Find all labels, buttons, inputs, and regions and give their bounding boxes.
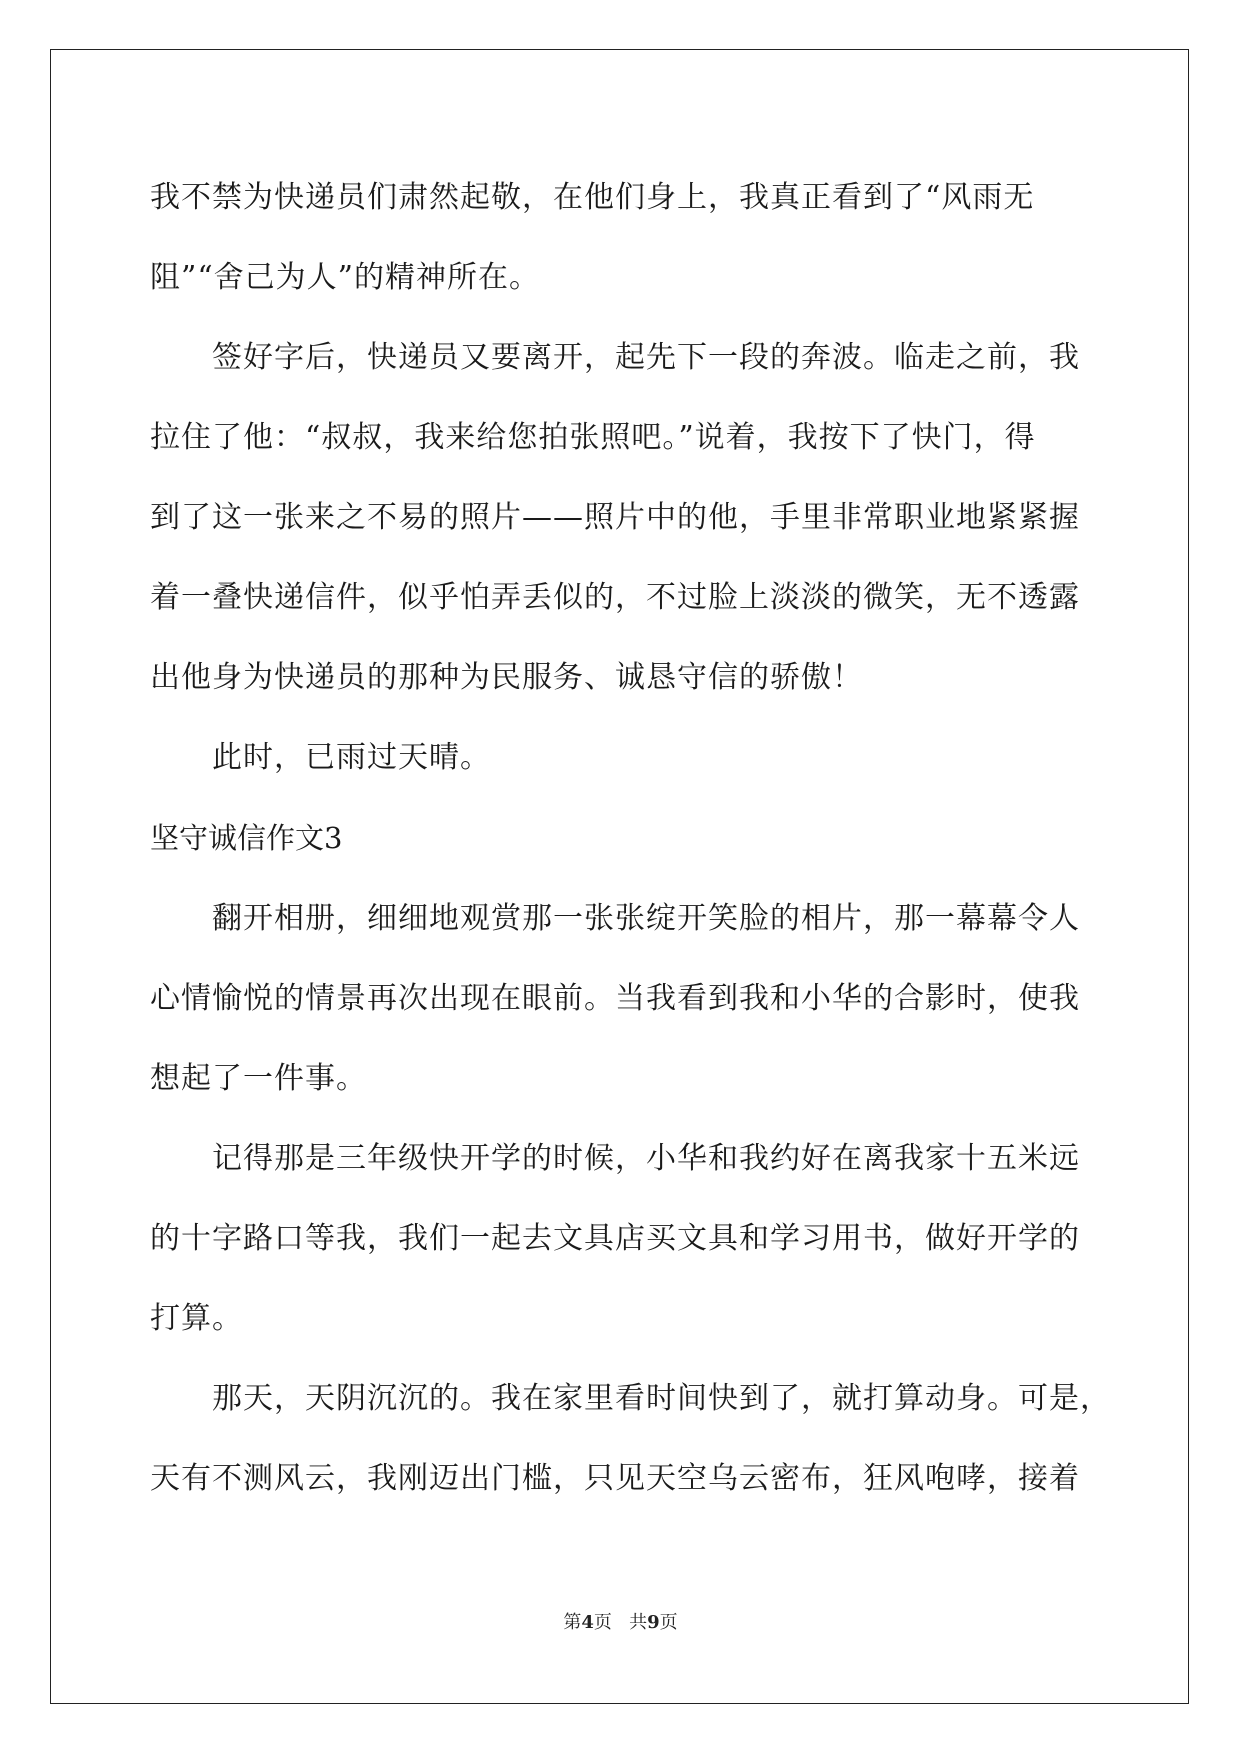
document-body xyxy=(150,158,1111,1519)
text-line: 拉住了他：“叔叔，我来给您拍张照吧。”说着，我按下了快门，得 xyxy=(150,420,1036,455)
text-line: 出他身为快递员的那种为民服务、诚恳守信的骄傲！ xyxy=(150,660,863,695)
total-pages-number: 9 xyxy=(647,1612,660,1633)
text-line: 的十字路口等我，我们一起去文具店买文具和学习用书，做好开学的 xyxy=(150,1221,1080,1256)
text-line: 阻”“舍己为人”的精神所在。 xyxy=(150,260,541,295)
text-line: 打算。 xyxy=(150,1301,243,1336)
current-page-number: 4 xyxy=(581,1612,594,1633)
page-footer xyxy=(0,1608,1241,1634)
footer-total-suffix: 页 xyxy=(659,1612,678,1633)
section-heading: 坚守诚信作文3 xyxy=(150,821,343,855)
text-line: 此时，已雨过天晴。 xyxy=(150,740,491,775)
text-line: 到了这一张来之不易的照片——照片中的他，手里非常职业地紧紧握 xyxy=(150,500,1080,535)
text-line: 想起了一件事。 xyxy=(150,1061,367,1096)
text-line: 记得那是三年级快开学的时候，小华和我约好在离我家十五米远 xyxy=(150,1141,1080,1176)
text-line: 那天，天阴沉沉的。我在家里看时间快到了，就打算动身。可是， xyxy=(150,1381,1111,1416)
text-line: 翻开相册，细细地观赏那一张张绽开笑脸的相片，那一幕幕令人 xyxy=(150,901,1080,936)
footer-prefix: 第 xyxy=(563,1612,582,1633)
text-line: 签好字后，快递员又要离开，起先下一段的奔波。临走之前，我 xyxy=(150,340,1080,375)
text-line: 天有不测风云，我刚迈出门槛，只见天空乌云密布，狂风咆哮，接着 xyxy=(150,1461,1080,1496)
text-line: 我不禁为快递员们肃然起敬，在他们身上，我真正看到了“风雨无 xyxy=(150,180,1035,215)
footer-page-suffix: 页 xyxy=(593,1612,612,1633)
text-line: 着一叠快递信件，似乎怕弄丢似的，不过脸上淡淡的微笑，无不透露 xyxy=(150,580,1080,615)
footer-total-prefix: 共 xyxy=(629,1612,648,1633)
text-line: 心情愉悦的情景再次出现在眼前。当我看到我和小华的合影时，使我 xyxy=(150,981,1080,1016)
